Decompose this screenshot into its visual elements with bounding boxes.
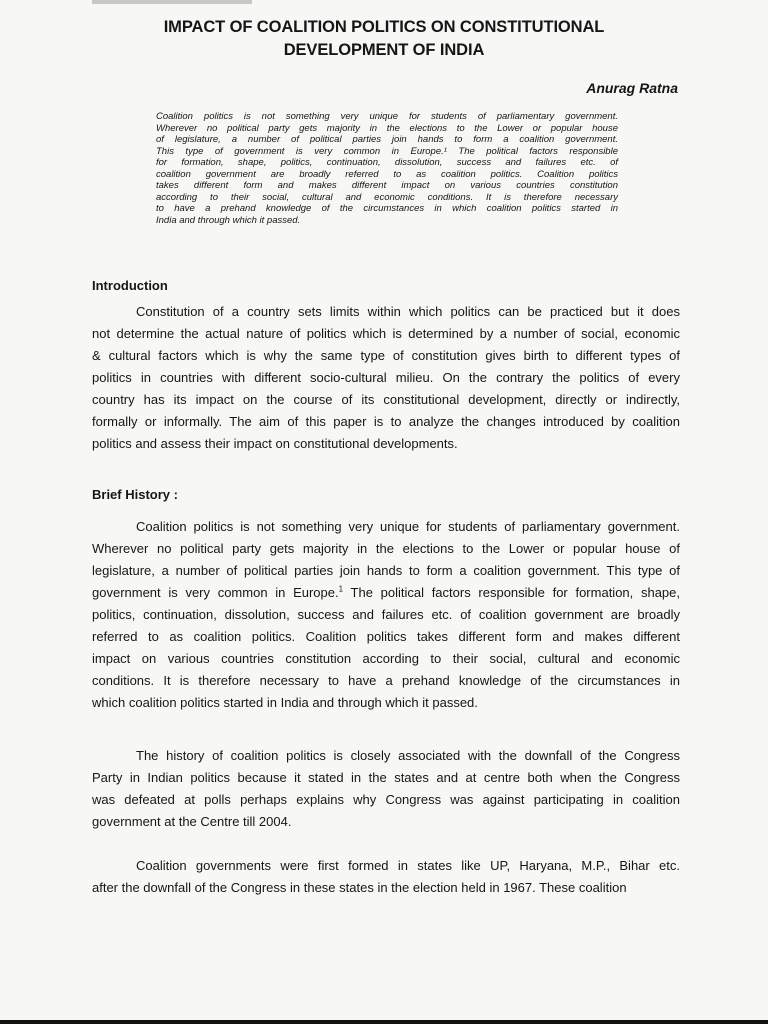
footnote-ref: 1 (338, 584, 344, 594)
introduction-paragraph (92, 301, 680, 455)
abstract-line: for formation, shape, politics, continuation, dissolution, success and failures etc. of (156, 157, 618, 169)
brief-history-paragraph-1 (92, 516, 680, 714)
paragraph-line: & cultural factors which is why the same type of constitution gives birth to different types of (92, 348, 680, 363)
abstract (156, 111, 618, 226)
page-bottom-edge (0, 1020, 768, 1024)
abstract-line: coalition government are broadly referred to as coalition politics. Coalition politics (156, 168, 618, 180)
paragraph-line: which coalition politics started in India and through which it passed. (92, 695, 478, 710)
line-text: government is very common in Europe. (92, 585, 339, 600)
paragraph-line: government at the Centre till 2004. (92, 814, 292, 829)
brief-history-paragraph-2 (92, 745, 680, 833)
paragraph-line: Coalition politics is not something very unique for students of parliamentary government. (136, 519, 680, 534)
paragraph-line: after the downfall of the Congress in these states in the election held in 1967. These coalition (92, 880, 627, 895)
paragraph-line: Party in Indian politics because it stated in the states and at centre both when the Congress (92, 770, 680, 785)
paragraph-line: was defeated at polls perhaps explains why Congress was against participating in coalition (92, 792, 680, 807)
abstract-line: of legislature, a number of political parties join hands to form a coalition government. (156, 134, 618, 146)
abstract-line: This type of government is very common in Europe.¹ The political factors responsible (156, 145, 618, 157)
abstract-line: India and through which it passed. (156, 214, 301, 226)
abstract-line: takes different form and makes different impact on various countries constitution (156, 180, 618, 192)
paragraph-line: formally or informally. The aim of this paper is to analyze the changes introduced by coalition (92, 414, 680, 429)
author-name: Anurag Ratna (586, 80, 678, 96)
abstract-line: to have a prehand knowledge of the circumstances in which coalition politics started in (156, 203, 618, 215)
paragraph-line: Wherever no political party gets majority in the elections to the Lower or popular house of (92, 541, 680, 556)
introduction-heading: Introduction (92, 278, 168, 293)
paragraph-line: impact on various countries constitution according to their social, cultural and economic (92, 651, 680, 666)
brief-history-heading: Brief History : (92, 487, 178, 502)
paragraph-line: politics in countries with different socio-cultural milieu. On the contrary the politics of every (92, 370, 680, 385)
abstract-line: Coalition politics is not something very unique for students of parliamentary government. (156, 111, 618, 122)
paragraph-line: politics and assess their impact on constitutional developments. (92, 436, 458, 451)
paragraph-line: The history of coalition politics is closely associated with the downfall of the Congress (136, 748, 680, 763)
paragraph-line: referred to as coalition politics. Coalition politics takes different form and makes different (92, 629, 680, 644)
paragraph-line: Coalition governments were first formed in states like UP, Haryana, M.P., Bihar etc. (136, 858, 680, 873)
paragraph-line: country has its impact on the course of its constitutional development, directly or indirectly, (92, 392, 680, 407)
paragraph-line: politics, continuation, dissolution, success and failures etc. of coalition government are broadly (92, 607, 680, 622)
line-text: The political factors responsible for formation, shape, (343, 585, 680, 600)
paragraph-line: conditions. It is therefore necessary to have a prehand knowledge of the circumstances in (92, 673, 680, 688)
paragraph-line: Constitution of a country sets limits within which politics can be practiced but it does (136, 304, 680, 319)
abstract-line: Wherever no political party gets majority in the elections to the Lower or popular house (156, 122, 618, 134)
paragraph-line: legislature, a number of political parties join hands to form a coalition government. This type of (92, 563, 680, 578)
top-edge-mark (92, 0, 252, 4)
paper-title (100, 16, 668, 62)
paragraph-line: not determine the actual nature of politics which is determined by a number of social, economic (92, 326, 680, 341)
brief-history-paragraph-3 (92, 855, 680, 899)
abstract-line: according to their social, cultural and economic conditions. It is therefore necessary (156, 191, 618, 203)
title-line-1: IMPACT OF COALITION POLITICS ON CONSTITUTIONAL (163, 18, 605, 36)
paragraph-line (92, 582, 680, 604)
title-line-2: DEVELOPMENT OF INDIA (283, 41, 485, 59)
